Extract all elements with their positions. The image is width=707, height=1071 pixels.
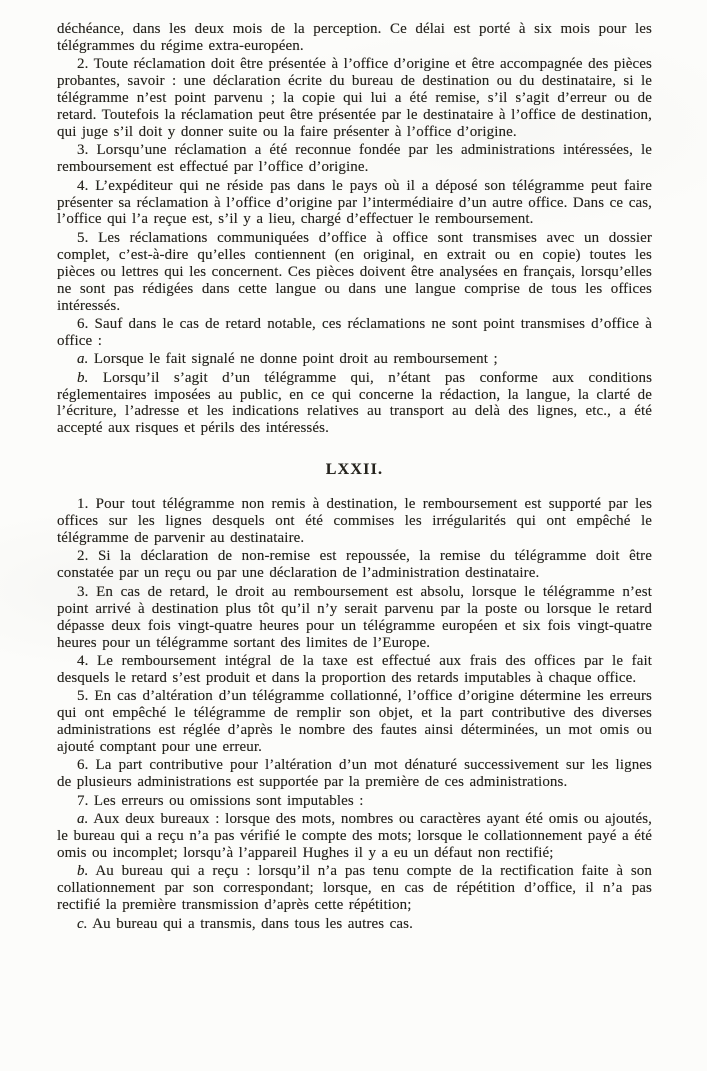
paragraph-text: En cas de retard, le droit au remboursement est absolu, lorsque le télégramme n’est point arrivé à destination plus tôt qu’il n’y serait parvenu par la poste ou lorsque le retard dépasse deux fois vingt-quatre heures pour un télégramme européen et six fois vingt-quatre heures pour un télégramme sortant des limites de l’Europe.: [57, 583, 652, 651]
paragraph-label: 4.: [77, 177, 89, 194]
paragraph-label: c.: [77, 915, 88, 932]
paragraph-text: Aux deux bureaux : lorsque des mots, nombres ou caractères ayant été omis ou ajoutés, le bureau qui a reçu n’a pas vérifié le compte des mots; lorsque le collationnement payé a été omis ou incomplet; lorsqu’à l’appareil Hughes il y a eu un défaut non rectifié;: [57, 811, 652, 861]
paragraph-text: Au bureau qui a transmis, dans tous les autres cas.: [92, 915, 413, 932]
paragraph: [57, 230, 652, 315]
paragraph-text: L’expéditeur qui ne réside pas dans le pays où il a déposé son télégramme peut faire présenter sa réclamation à l’office d’origine par l’intermédiaire d’un autre office. Dans ce cas, l’office qui l’a reçue est, s’il y a lieu, chargé d’effectuer le remboursement.: [57, 177, 653, 228]
section-heading-lxxii: LXXII.: [325, 461, 384, 479]
paragraph-text: Pour tout télégramme non remis à destination, le remboursement est supporté par les offices sur les lignes desquels ont été commises les irrégularités qui ont empêché le télégramme de parvenir au destinataire.: [57, 496, 653, 547]
section-lxxi-tail: [57, 21, 652, 437]
paragraph-label: a.: [77, 351, 89, 368]
paragraph-text: Si la déclaration de non-remise est repoussée, la remise du télégramme doit être constatée par un reçu ou par une déclaration de l’administration destinataire.: [57, 548, 652, 582]
paragraph: [57, 21, 652, 55]
paragraph-label: b.: [77, 863, 89, 880]
paragraph-text: Lorsqu’une réclamation a été reconnue fondée par les administrations intéressées, le remboursement est effectué par l’office d’origine.: [57, 142, 652, 176]
paragraph-text: Lorsque le fait signalé ne donne point droit au remboursement ;: [93, 351, 498, 368]
paragraph: [57, 584, 652, 652]
paragraph: [57, 916, 652, 933]
paragraph-label: 4.: [77, 652, 89, 669]
paragraph-label: 1.: [77, 496, 89, 513]
paragraph: [57, 793, 652, 810]
paragraph-text: déchéance, dans les deux mois de la perception. Ce délai est porté à six mois pour les télégrammes du régime extra-européen.: [57, 21, 652, 54]
paragraph-label: 5.: [77, 229, 89, 246]
paragraph-label: 6.: [77, 315, 89, 332]
paragraph: [57, 811, 652, 862]
paragraph-label: a.: [77, 811, 89, 828]
paragraph: [57, 351, 652, 368]
paragraph-label: b.: [77, 369, 89, 386]
paragraph: [57, 757, 652, 791]
paragraph: [57, 653, 652, 687]
paragraph-text: Lorsqu’il s’agit d’un télégramme qui, n’étant pas conforme aux conditions réglementaires imposées au public, en ce qui concerne la rédaction, la langue, la clarté de l’écriture, l’adresse et les indications relatives au transport au delà des lignes, etc., a été accepté aux risques et périls des intéressés.: [57, 369, 653, 437]
paragraph-text: Les réclamations communiquées d’office à office sont transmises avec un dossier complet, c’est-à-dire qu’elles contiennent (en original, en extrait ou en copie) toutes les pièces ou lettres qui les concernent. Ces pièces doivent être analysées en français, lorsqu’elles ne sont pas rédigées dans cette langue ou dans une langue comprise de tous les offices intéressés.: [57, 229, 652, 314]
paragraph-label: 7.: [77, 792, 89, 809]
paragraph: [57, 370, 652, 438]
paragraph: [57, 56, 652, 141]
paragraph: [57, 548, 652, 582]
paragraph-text: Sauf dans le cas de retard notable, ces réclamations ne sont point transmises d’office à office :: [57, 315, 652, 349]
paragraph-text: Les erreurs ou omissions sont imputables :: [93, 792, 364, 809]
paragraph-text: Toute réclamation doit être présentée à l’office d’origine et être accompagnée des pièces probantes, savoir : une déclaration écrite du bureau de destination ou du destinataire, si le télégramme n’est point parvenu ; la copie qui lui a été remise, s’il s’agit d’erreur ou de retard. Toutefois la réclamation peut être présentée par le destinataire à l’office de destination, qui juge s’il doit y donner suite ou la faire présenter à l’office d’origine.: [57, 56, 652, 140]
paragraph: [57, 142, 652, 176]
paragraph-label: 3.: [77, 583, 89, 600]
paragraph-text: Le remboursement intégral de la taxe est effectué aux frais des offices par le fait desquels le retard s’est produit et dans la proportion des retards imputables à chaque office.: [57, 652, 653, 686]
paragraph-label: 3.: [77, 142, 89, 159]
paragraph: [57, 316, 652, 350]
paragraph-text: En cas d’altération d’un télégramme collationné, l’office d’origine détermine les erreurs qui ont empêché le télégramme de remplir son objet, et la part contributive des diverses administrations est réglée d’après le nombre des fautes ainsi déterminées, un mot omis ou ajouté comptant pour une erreur.: [57, 688, 652, 755]
paragraph-text: La part contributive pour l’altération d’un mot dénaturé successivement sur les lignes de plusieurs administrations est supportée par la première de ces administrations.: [57, 757, 652, 791]
paragraph-label: 2.: [77, 56, 89, 73]
paragraph-label: 5.: [77, 688, 89, 705]
section-lxxii: [57, 496, 652, 932]
paragraph: [57, 178, 652, 229]
paragraph: [57, 863, 652, 914]
paragraph: [57, 496, 652, 547]
paragraph-text: Au bureau qui a reçu : lorsqu’il n’a pas tenu compte de la rectification faite à son collationnement par son correspondant; lorsque, en cas de répétition d’office, il n’a pas rectifié la première transmission d’après cette répétition;: [57, 863, 653, 914]
paragraph: [57, 688, 652, 756]
paragraph-label: 2.: [77, 548, 89, 565]
paragraph-label: 6.: [77, 757, 89, 774]
